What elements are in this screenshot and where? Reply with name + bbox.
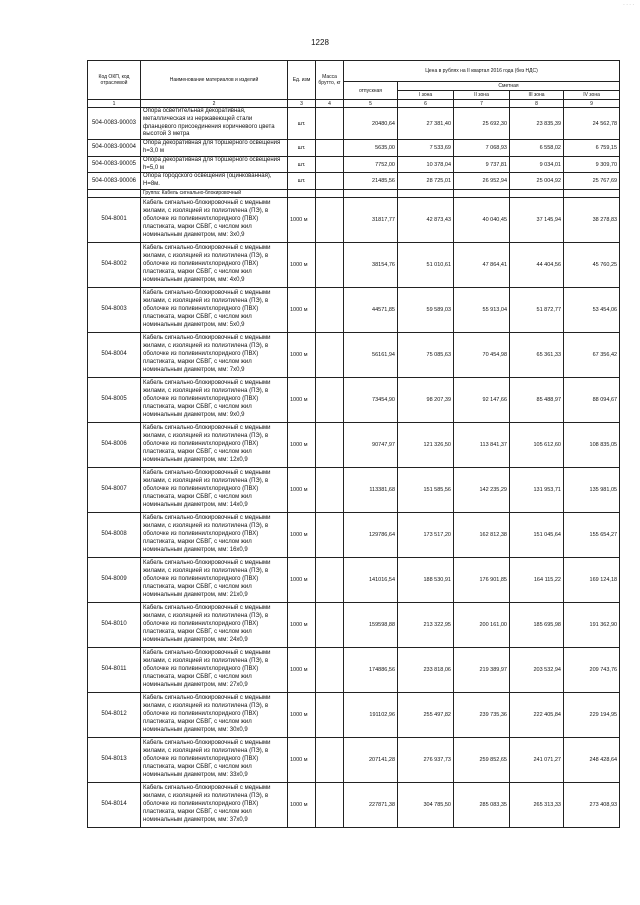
item-unit: 1000 м: [288, 647, 316, 692]
item-unit: 1000 м: [288, 467, 316, 512]
item-mass: [316, 156, 344, 173]
cable-spec: 30х0,9: [229, 726, 248, 733]
price-zone-4: 38 278,83: [564, 197, 620, 242]
header-name: Наименование материалов и изделий: [141, 61, 288, 100]
price-zone-4: 135 981,05: [564, 467, 620, 512]
group-label: Группа: Кабель сигнально-блокировочный: [141, 189, 288, 197]
cable-description: Кабель сигнально-блокировочный с медными жилами, с изоляцией из полиэтилена (ПЭ), в оболочке из поливинилхлоридного (ПВХ) пластиката, марки СБВГ, с числом жил номинальным диаметром, мм:: [143, 425, 271, 463]
price-zone-2: 285 083,35: [454, 782, 510, 827]
price-zone-3: 105 612,60: [510, 422, 564, 467]
item-name: [141, 602, 288, 647]
cable-spec: 4х0,9: [229, 276, 245, 283]
item-code: 504-8006: [88, 422, 141, 467]
table-row: [88, 242, 620, 287]
item-unit: шт.: [288, 156, 316, 173]
item-code: 504-8002: [88, 242, 141, 287]
table-row: [88, 140, 620, 157]
price-zone-1: 98 207,39: [398, 377, 454, 422]
cable-spec: 33х0,9: [229, 771, 248, 778]
item-name: [141, 467, 288, 512]
price-zone-4: 273 408,93: [564, 782, 620, 827]
cable-spec: 14х0,9: [229, 501, 248, 508]
header-zone-2: II зона: [454, 91, 510, 100]
item-name: [141, 287, 288, 332]
price-release: 191102,96: [344, 692, 398, 737]
price-zone-4: 209 743,76: [564, 647, 620, 692]
cable-description: Кабель сигнально-блокировочный с медными жилами, с изоляцией из полиэтилена (ПЭ), в оболочке из поливинилхлоридного (ПВХ) пластиката, марки СБВГ, с числом жил номинальным диаметром, мм:: [143, 605, 271, 643]
table-row: [88, 156, 620, 173]
item-name: [141, 422, 288, 467]
column-number-3: 3: [288, 100, 316, 108]
item-unit: шт.: [288, 173, 316, 190]
table-row: [88, 173, 620, 190]
item-name: [141, 242, 288, 287]
price-zone-3: 131 953,71: [510, 467, 564, 512]
header-price-title: Цена в рублях на II квартал 2016 года (без НДС): [344, 61, 620, 82]
item-mass: [316, 647, 344, 692]
price-zone-3: 222 405,84: [510, 692, 564, 737]
price-zone-1: 121 326,50: [398, 422, 454, 467]
item-name: [141, 197, 288, 242]
price-zone-4: 169 124,18: [564, 557, 620, 602]
item-mass: [316, 692, 344, 737]
price-release: 141016,54: [344, 557, 398, 602]
header-zone-1: I зона: [398, 91, 454, 100]
item-mass: [316, 242, 344, 287]
price-zone-1: 304 785,50: [398, 782, 454, 827]
item-mass: [316, 377, 344, 422]
scan-corner-mark: · · · ·: [623, 2, 634, 8]
item-code: 504-8007: [88, 467, 141, 512]
item-code: 504-8001: [88, 197, 141, 242]
price-zone-3: 65 361,33: [510, 332, 564, 377]
item-code: 504-8004: [88, 332, 141, 377]
item-code: 504-8013: [88, 737, 141, 782]
price-zone-2: 26 952,94: [454, 173, 510, 190]
price-release: 7752,00: [344, 156, 398, 173]
price-zone-1: 51 010,61: [398, 242, 454, 287]
price-zone-1: 42 873,43: [398, 197, 454, 242]
cable-spec: 9х0,9: [229, 411, 245, 418]
item-name: [141, 332, 288, 377]
cable-description: Кабель сигнально-блокировочный с медными жилами, с изоляцией из полиэтилена (ПЭ), в оболочке из поливинилхлоридного (ПВХ) пластиката, марки СБВГ, с числом жил номинальным диаметром, мм:: [143, 200, 271, 238]
price-zone-2: 40 040,45: [454, 197, 510, 242]
cable-description: Кабель сигнально-блокировочный с медными жилами, с изоляцией из полиэтилена (ПЭ), в оболочке из поливинилхлоридного (ПВХ) пластиката, марки СБВГ, с числом жил номинальным диаметром, мм:: [143, 290, 271, 328]
price-zone-2: 219 389,97: [454, 647, 510, 692]
price-zone-4: 155 654,27: [564, 512, 620, 557]
table-row: [88, 467, 620, 512]
column-number-5: 5: [344, 100, 398, 108]
table-row: [88, 377, 620, 422]
group-zone-2-cell: [454, 189, 510, 197]
price-zone-3: 151 045,64: [510, 512, 564, 557]
cable-description: Кабель сигнально-блокировочный с медными жилами, с изоляцией из полиэтилена (ПЭ), в оболочке из поливинилхлоридного (ПВХ) пластиката, марки СБВГ, с числом жил номинальным диаметром, мм:: [143, 740, 271, 778]
price-zone-3: 185 695,98: [510, 602, 564, 647]
item-mass: [316, 140, 344, 157]
item-unit: 1000 м: [288, 287, 316, 332]
item-unit: 1000 м: [288, 332, 316, 377]
price-zone-4: 67 356,42: [564, 332, 620, 377]
item-name: [141, 782, 288, 827]
item-unit: 1000 м: [288, 197, 316, 242]
price-zone-4: 229 194,95: [564, 692, 620, 737]
price-zone-2: 70 454,98: [454, 332, 510, 377]
item-unit: 1000 м: [288, 737, 316, 782]
item-name: [141, 692, 288, 737]
price-release: 20480,64: [344, 108, 398, 140]
item-code: 504-0083-90003: [88, 108, 141, 140]
price-zone-2: 162 812,38: [454, 512, 510, 557]
item-code: 504-0083-90006: [88, 173, 141, 190]
price-zone-3: 265 313,33: [510, 782, 564, 827]
item-mass: [316, 737, 344, 782]
item-code: 504-0083-90005: [88, 156, 141, 173]
item-name: [141, 377, 288, 422]
price-zone-3: 51 872,77: [510, 287, 564, 332]
cable-description: Кабель сигнально-блокировочный с медными жилами, с изоляцией из полиэтилена (ПЭ), в оболочке из поливинилхлоридного (ПВХ) пластиката, марки СБВГ, с числом жил номинальным диаметром, мм:: [143, 380, 271, 418]
price-zone-1: 10 378,04: [398, 156, 454, 173]
price-zone-2: 9 737,81: [454, 156, 510, 173]
header-zone-4: IV зона: [564, 91, 620, 100]
item-unit: 1000 м: [288, 512, 316, 557]
cable-description: Кабель сигнально-блокировочный с медными жилами, с изоляцией из полиэтилена (ПЭ), в оболочке из поливинилхлоридного (ПВХ) пластиката, марки СБВГ, с числом жил номинальным диаметром, мм:: [143, 785, 271, 823]
price-release: 44571,85: [344, 287, 398, 332]
price-zone-4: 45 760,25: [564, 242, 620, 287]
item-unit: 1000 м: [288, 692, 316, 737]
price-zone-2: 113 841,37: [454, 422, 510, 467]
price-zone-3: 23 835,39: [510, 108, 564, 140]
header-unit: Ед. изм: [288, 61, 316, 100]
group-code-cell: [88, 189, 141, 197]
item-unit: 1000 м: [288, 782, 316, 827]
group-mass-cell: [316, 189, 344, 197]
table-row: [88, 692, 620, 737]
price-zone-4: 25 767,69: [564, 173, 620, 190]
item-code: 504-8010: [88, 602, 141, 647]
price-zone-3: 25 004,92: [510, 173, 564, 190]
cable-description: Кабель сигнально-блокировочный с медными жилами, с изоляцией из полиэтилена (ПЭ), в оболочке из поливинилхлоридного (ПВХ) пластиката, марки СБВГ, с числом жил номинальным диаметром, мм:: [143, 335, 271, 373]
price-zone-1: 7 533,69: [398, 140, 454, 157]
group-release-cell: [344, 189, 398, 197]
price-release: 159598,88: [344, 602, 398, 647]
price-release: 207141,28: [344, 737, 398, 782]
cable-description: Кабель сигнально-блокировочный с медными жилами, с изоляцией из полиэтилена (ПЭ), в оболочке из поливинилхлоридного (ПВХ) пластиката, марки СБВГ, с числом жил номинальным диаметром, мм:: [143, 470, 271, 508]
table-row: [88, 782, 620, 827]
price-release: 129786,64: [344, 512, 398, 557]
price-zone-2: 7 068,93: [454, 140, 510, 157]
price-zone-2: 259 852,65: [454, 737, 510, 782]
group-zone-4-cell: [564, 189, 620, 197]
item-name: Опора городского освещения (оцинкованная), Н=8м.: [141, 173, 288, 190]
item-mass: [316, 173, 344, 190]
price-table: [87, 60, 620, 828]
price-release: 38154,76: [344, 242, 398, 287]
price-zone-2: 25 692,30: [454, 108, 510, 140]
table-row: [88, 512, 620, 557]
price-zone-1: 276 937,73: [398, 737, 454, 782]
price-zone-2: 92 147,66: [454, 377, 510, 422]
price-release: 73454,90: [344, 377, 398, 422]
cable-spec: 3х0,9: [229, 231, 245, 238]
item-mass: [316, 557, 344, 602]
column-number-2: 2: [141, 100, 288, 108]
table-row: [88, 422, 620, 467]
price-zone-4: 9 309,70: [564, 156, 620, 173]
item-name: [141, 512, 288, 557]
cable-description: Кабель сигнально-блокировочный с медными жилами, с изоляцией из полиэтилена (ПЭ), в оболочке из поливинилхлоридного (ПВХ) пластиката, марки СБВГ, с числом жил номинальным диаметром, мм:: [143, 560, 271, 598]
price-zone-1: 233 818,06: [398, 647, 454, 692]
column-number-7: 7: [454, 100, 510, 108]
table-row: [88, 108, 620, 140]
group-unit-cell: [288, 189, 316, 197]
price-release: 113381,68: [344, 467, 398, 512]
price-zone-1: 75 085,63: [398, 332, 454, 377]
item-name: Опора осветительная декоративная, металлическая из нержавеющей стали фланцевого присоединения коричневого цвета высотой 3 метра: [141, 108, 288, 140]
price-zone-4: 248 428,64: [564, 737, 620, 782]
item-code: 504-8008: [88, 512, 141, 557]
price-zone-2: 200 161,00: [454, 602, 510, 647]
item-name: [141, 737, 288, 782]
column-number-9: 9: [564, 100, 620, 108]
cable-spec: 37х0,9: [229, 816, 248, 823]
page-number: 1228: [311, 38, 329, 47]
price-zone-3: 9 034,01: [510, 156, 564, 173]
cable-spec: 21х0,9: [229, 591, 248, 598]
price-zone-2: 239 735,36: [454, 692, 510, 737]
price-zone-1: 151 585,56: [398, 467, 454, 512]
price-zone-1: 27 381,40: [398, 108, 454, 140]
cable-description: Кабель сигнально-блокировочный с медными жилами, с изоляцией из полиэтилена (ПЭ), в оболочке из поливинилхлоридного (ПВХ) пластиката, марки СБВГ, с числом жил номинальным диаметром, мм:: [143, 515, 271, 553]
cable-spec: 16х0,9: [229, 546, 248, 553]
price-zone-1: 28 725,01: [398, 173, 454, 190]
group-zone-3-cell: [510, 189, 564, 197]
table-row: [88, 737, 620, 782]
item-mass: [316, 108, 344, 140]
price-release: 31817,77: [344, 197, 398, 242]
item-name: Опора декоративная для торшерного освещения h=5,0 м: [141, 156, 288, 173]
price-zone-1: 59 589,03: [398, 287, 454, 332]
cable-spec: 27х0,9: [229, 681, 248, 688]
price-zone-3: 6 558,02: [510, 140, 564, 157]
item-code: 504-8014: [88, 782, 141, 827]
item-code: 504-8011: [88, 647, 141, 692]
group-zone-1-cell: [398, 189, 454, 197]
table-row: [88, 287, 620, 332]
item-mass: [316, 512, 344, 557]
item-mass: [316, 602, 344, 647]
item-mass: [316, 782, 344, 827]
cable-description: Кабель сигнально-блокировочный с медными жилами, с изоляцией из полиэтилена (ПЭ), в оболочке из поливинилхлоридного (ПВХ) пластиката, марки СБВГ, с числом жил номинальным диаметром, мм:: [143, 245, 271, 283]
price-release: 174886,56: [344, 647, 398, 692]
item-code: 504-8005: [88, 377, 141, 422]
cable-spec: 5х0,9: [229, 321, 245, 328]
price-zone-3: 203 532,94: [510, 647, 564, 692]
price-zone-3: 37 145,94: [510, 197, 564, 242]
price-release: 90747,97: [344, 422, 398, 467]
column-number-8: 8: [510, 100, 564, 108]
price-zone-1: 213 322,95: [398, 602, 454, 647]
price-zone-3: 44 404,56: [510, 242, 564, 287]
price-zone-3: 164 115,22: [510, 557, 564, 602]
table-row: [88, 332, 620, 377]
price-zone-4: 191 362,90: [564, 602, 620, 647]
item-unit: шт.: [288, 108, 316, 140]
price-zone-4: 53 454,06: [564, 287, 620, 332]
price-zone-2: 142 235,29: [454, 467, 510, 512]
price-zone-1: 255 497,82: [398, 692, 454, 737]
cable-spec: 7х0,9: [229, 366, 245, 373]
column-number-1: 1: [88, 100, 141, 108]
item-unit: 1000 м: [288, 422, 316, 467]
header-zone-3: III зона: [510, 91, 564, 100]
price-zone-1: 188 530,91: [398, 557, 454, 602]
table-row: [88, 557, 620, 602]
price-zone-3: 241 071,27: [510, 737, 564, 782]
price-zone-4: 24 562,78: [564, 108, 620, 140]
header-mass: Масса брутто, кг: [316, 61, 344, 100]
group-row: [88, 189, 620, 197]
price-zone-4: 6 759,15: [564, 140, 620, 157]
price-release: 5635,00: [344, 140, 398, 157]
price-release: 227871,38: [344, 782, 398, 827]
price-zone-2: 55 913,04: [454, 287, 510, 332]
item-unit: 1000 м: [288, 602, 316, 647]
table-row: [88, 647, 620, 692]
cable-spec: 24х0,9: [229, 636, 248, 643]
column-number-row: [88, 100, 620, 108]
cable-description: Кабель сигнально-блокировочный с медными жилами, с изоляцией из полиэтилена (ПЭ), в оболочке из поливинилхлоридного (ПВХ) пластиката, марки СБВГ, с числом жил номинальным диаметром, мм:: [143, 695, 271, 733]
item-name: Опора декоративная для торшерного освещения h=3,0 м: [141, 140, 288, 157]
item-unit: 1000 м: [288, 557, 316, 602]
item-code: 504-0083-90004: [88, 140, 141, 157]
header-code: Код ОКП, код отраслевой: [88, 61, 141, 100]
table-row: [88, 197, 620, 242]
price-zone-2: 176 901,85: [454, 557, 510, 602]
price-zone-4: 108 835,05: [564, 422, 620, 467]
item-mass: [316, 332, 344, 377]
item-mass: [316, 422, 344, 467]
item-code: 504-8012: [88, 692, 141, 737]
item-mass: [316, 467, 344, 512]
price-zone-2: 47 864,41: [454, 242, 510, 287]
column-number-6: 6: [398, 100, 454, 108]
price-release: 56161,94: [344, 332, 398, 377]
price-zone-1: 173 517,20: [398, 512, 454, 557]
item-code: 504-8009: [88, 557, 141, 602]
item-mass: [316, 197, 344, 242]
cable-description: Кабель сигнально-блокировочный с медными жилами, с изоляцией из полиэтилена (ПЭ), в оболочке из поливинилхлоридного (ПВХ) пластиката, марки СБВГ, с числом жил номинальным диаметром, мм:: [143, 650, 271, 688]
price-release: 21485,56: [344, 173, 398, 190]
item-mass: [316, 287, 344, 332]
item-name: [141, 647, 288, 692]
header-release-price: отпускная: [344, 82, 398, 100]
item-unit: 1000 м: [288, 377, 316, 422]
cable-spec: 12х0,9: [229, 456, 248, 463]
column-number-4: 4: [316, 100, 344, 108]
item-unit: шт.: [288, 140, 316, 157]
item-code: 504-8003: [88, 287, 141, 332]
price-zone-3: 85 488,97: [510, 377, 564, 422]
header-estimate-price: Сметная: [398, 82, 620, 91]
price-zone-4: 88 094,67: [564, 377, 620, 422]
item-unit: 1000 м: [288, 242, 316, 287]
item-name: [141, 557, 288, 602]
table-row: [88, 602, 620, 647]
